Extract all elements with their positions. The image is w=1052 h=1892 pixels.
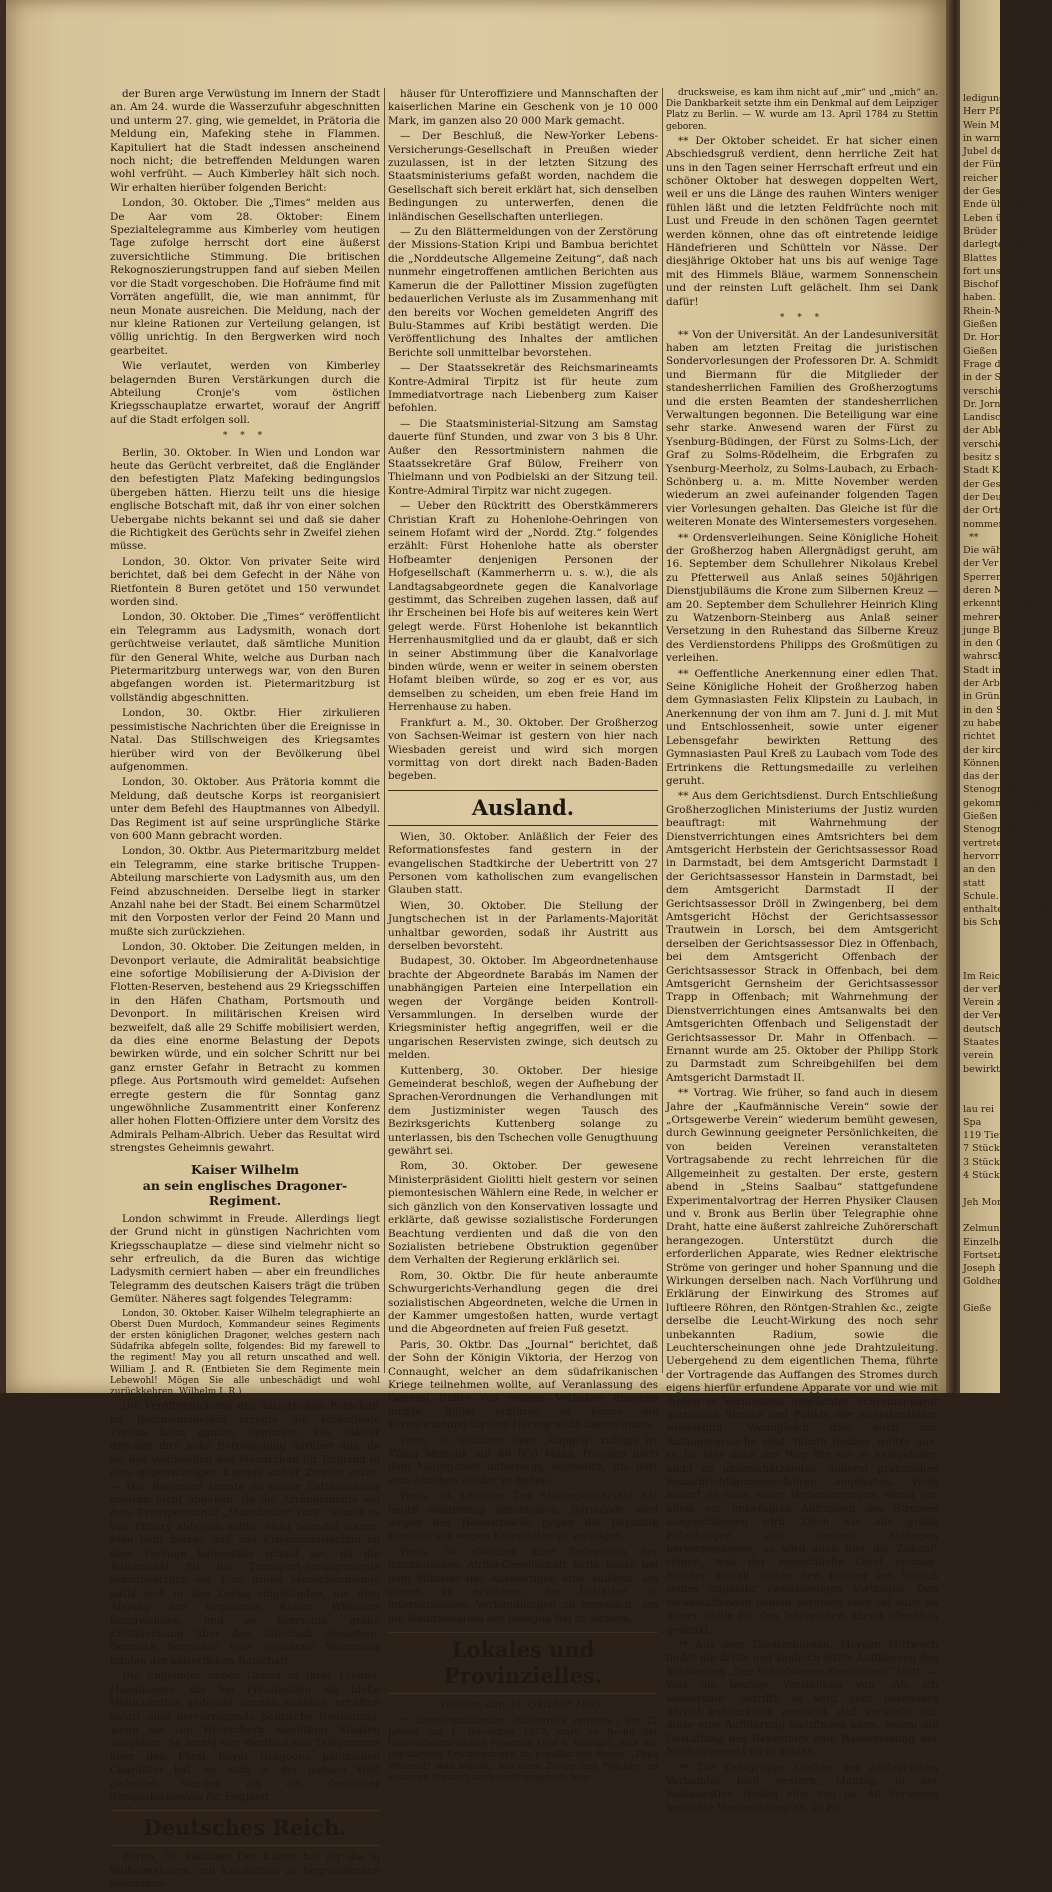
article-paragraph: Die Engländer haben Grund zu ihrer Freude. Handlungen, die bei Privatleuten als bloße Höflichkeiten gedeutet werden könnten, erhalten sofort eine hervorragende politische Bedeutung, wenn sie von Herrschern mächtiger Staaten ausgehen. So wenig der Wortlaut des Telegramms über den Fürst Royal Dragoons politischen Charakter hat, es wird in der ganzen Welt gedeutet werden als ein deutscher Sympathiebeweis für England.	[110, 1670, 380, 1803]
dateline: Gießen, den 31. Oktober 1899.	[441, 1699, 605, 1712]
article-paragraph: — Ueber den Rücktritt des Oberstkämmerers Christian Kraft zu Hohenlohe-Oehringen von seinem Hofamt wird der „Nordd. Ztg.“ folgendes erzählt: Fürst Hohenlohe hatte als oberster Hofbeamter denjenigen Personen der Hofgesellschaft (Kammerherrn u. s. w.), die als Landtagsabgeordnete gegen die Kanalvorlage gestimmt, das Schreiben zugehen lassen, daß auf ihr Erscheinen bei Hofe bis auf weiteres kein Wert gelegt werde. Fürst Hohenlohe ist bekanntlich Herrenhausmitglied und da er glaubt, daß er sich in seiner Abstimmung über die Kanalvorlage binden würde, wenn er weiter in seinem obersten Hofamt bleiben würde, so zog er es vor, aus demselben zu scheiden, um eben freie Hand im Herrenhause zu haben.	[388, 500, 658, 714]
article-paragraph: der Buren arge Verwüstung im Innern der Stadt an. Am 24. wurde die Wasserzufuhr abgeschnitten und unterm 27. ging, wie gemeldet, in Prätoria die Meldung ein, Mafeking stehe in Flammen. Kapituliert hat die Stadt indessen anscheinend noch nicht; die betreffenden Meldungen waren wohl verfrüht. — Auch Kimberley hält sich noch. Wir erhalten hierüber folgenden Bericht:	[110, 88, 380, 194]
article-paragraph: Rom, 30. Oktober. Der gewesene Ministerpräsident Giolitti hielt gestern vor seinen piemontesischen Wählern eine Rede, in welcher er sich gänzlich von den Konservativen lossagte und erklärte, daß gewisse sozialistische Forderungen Beachtung verdienten und daß die von den Sozialisten betriebene Obstruktion gegenüber dem Verhalten der Regierung erklärlich sei.	[388, 1160, 658, 1267]
section-subheading: an sein englisches Dragoner-Regiment.	[142, 1177, 348, 1208]
article-paragraph: Paris, 30. Oktbr. Das „Journal“ berichtet, daß der Sohn der Königin Viktoria, der Herzog von Connaught, welcher an dem südafrikanischen Kriege teilnehmen wollte, auf Veranlassung des General Buller von seinem Vorhaben absehen mußte. Buller erklärte, er könne die Verantwortung für den Herzog nicht übernehmen.	[388, 1338, 658, 1432]
section-heading: Ausland.	[388, 790, 658, 826]
telegram-quote: London, 30. Oktober. Kaiser Wilhelm telegraphierte an Oberst Duen Murdoch, Kommandeur seines Regiments der ersten königlichen Dragoner, welches gestern nach Südafrika abfegeln sollte, folgendes: Bid my farewell to the regiment! May you all return unscathed and well. William J. and R. (Entbieten Sie dem Regimente mein Lebewohl! Mögen Sie alle unbeschädigt und wohl zurückkehren. Wilhelm I. R.)	[110, 1308, 380, 1397]
section-heading: Deutsches Reich.	[110, 1810, 380, 1846]
article-paragraph: — Die Staatsministerial-Sitzung am Samstag dauerte fünf Stunden, und zwar von 3 bis 8 Uhr. Außer den Ressortministern nahmen die Staatssekretäre Graf Bülow, Freiherr von Thielmann und von Podbielski an der Sitzung teil. Kontre-Admiral Tirpitz war nicht zugegen.	[388, 417, 658, 497]
article-paragraph: Kuttenberg, 30. Oktober. Der hiesige Gemeinderat beschloß, wegen der Aufhebung der Sprachen-Verordnungen die Verhandlungen mit dem Justizminister wegen Tausch des Bezirksgerichts Kuttenberg solange zu unterlassen, bis den Tschechen volle Genugthuung gewährt sei.	[388, 1064, 658, 1158]
article-paragraph: Wien, 30. Oktober. Die Stellung der Jungtschechen ist in der Parlaments-Majorität unhaltbar geworden, sodaß ihr Austritt aus derselben bevorsteht.	[388, 899, 658, 952]
section-heading: Lokales und Provinzielles.	[388, 1632, 658, 1694]
article-paragraph: häuser für Unteroffiziere und Mannschaften der kaiserlichen Marine ein Geschenk von je 10 000 Mark, im ganzen also 20 000 Mark gemacht.	[388, 88, 658, 127]
article-paragraph: Frankfurt a. M., 30. Oktober. Der Großherzog von Sachsen-Weimar ist gestern von hier nach Wiesbaden gereist und wird sich morgen vormittag von dort direkt nach Baden-Baden begeben.	[388, 716, 658, 783]
article-paragraph: Berlin, 30. Oktober. In Wien und London war heute das Gerücht verbreitet, daß die Engländer den befestigten Platz Mafeking bedingungslos übergeben hätten. Hierzu teilt uns die hiesige englische Botschaft mit, daß ihr von einer solchen Uebergabe nichts bekannt sei und daß sie daher die Richtigkeit des Gerüchts sehr in Zweifel ziehen müsse.	[110, 446, 380, 553]
section-separator: * * *	[222, 431, 268, 442]
article-paragraph: ** Oeffentliche Anerkennung einer edlen That. Seine Königliche Hoheit der Großherzog haben dem Gymnasiasten Felix Klipstein zu Laubach, in Anerkennung der von ihm am 7. Juni d. J. mit Mut und Entschlossenheit, sowie unter eigener Lebensgefahr bewirkten Rettung des Gymnasiasten Paul Kreß zu Laubach vom Tode des Ertrinkens die Rettungsmedaille zu verleihen geruht.	[666, 667, 938, 787]
article-paragraph: Budapest, 30. Oktober. Im Abgeordnetenhause brachte der Abgeordnete Barabás im Namen der unabhängigen Parteien eine Interpellation ein wegen der Vorgänge beiden Kontroll-Versammlungen. In derselben wurde der Kriegsminister heftig angegriffen, weil er die ungarischen Reservisten zwinge, sich deutsch zu melden.	[388, 955, 658, 1062]
column-divider	[384, 88, 385, 1373]
article-paragraph: London, 30. Oktober. Die „Times“ veröffentlicht ein Telegramm aus Ladysmith, wonach dort gerüchtweise verlautet, daß sämtliche Munition für den General White, welche aus Durban nach Pietermaritzburg unterwegs war, von den Buren abgefangen worden ist. Pietermaritzburg ist vollständig abgeschnitten.	[110, 611, 380, 704]
article-paragraph: London, 30. Oktober. Die „Times“ melden aus De Aar vom 28. Oktober: Einem Spezialtelegramme aus Kimberley vom heutigen Tage zufolge herrscht dort eine äußerst zuversichtliche Stimmung. Die britischen Rekognoszierungstruppen fand auf sieben Meilen vor die Stadt vorgeschoben. Die Hofräume find mit Vorräten angefüllt, die, wie man annimmt, für neun Monate ausreichen. Die Meldung, nach der nur kleine Rationen zur Verteilung gelangen, ist völlig unrichtig. In den Bergwerken wird noch gearbeitet.	[110, 197, 380, 357]
article-paragraph: Paris, 30. Oktober. Eine Delegation der französischen Afrika-Gesellschaft hatte heute bei dem Minister des Auswärtigen eine Audienz, um diesen zu ersuchen, die Initiative zu internationalen Verhandlungen zu ergreifen, um die Neutralisation der Delagoa-Bai zu sichern.	[388, 1545, 658, 1625]
article-paragraph: ** Der Oktober scheidet. Er hat sicher einen Abschiedsgruß verdient, denn herrliche Zeit hat uns in den Tagen seiner Herrschaft erfreut und ein schöner Oktober hat deswegen doppelten Wert, weil er uns die Länge des rauhen Winters weniger fühlen läßt und die letzten Feldfrüchte noch mit Lust und Freude in den schönen Tagen geerntet werden können, ohne das oft eintretende leidige Händefrieren und Schütteln vor Nässe. Der diesjährige Oktober hat uns bis auf wenige Tage mit des Himmels Bläue, warmem Sonnenschein und der reinsten Luft gelächelt. Ihm sei Dank dafür!	[666, 134, 938, 308]
article-paragraph: Rom, 30. Oktbr. Die für heute anberaumte Schwurgerichts-Verhandlung gegen die drei sozialistischen Abgeordneten, welche die Urnen in der Kammer umgestoßen hatten, wurde vertagt und die Abgeordneten auf freien Fuß gesetzt.	[388, 1269, 658, 1336]
article-paragraph: drucksweise, es kam ihm nicht auf „mir“ und „mich“ an. Die Dankbarkeit setzte ihm ein Denkmal auf dem Leipziger Platz zu Berlin. — W. wurde am 13. April 1784 zu Stettin geboren.	[666, 88, 938, 132]
column-3	[666, 88, 938, 1814]
article-paragraph: London, 30. Oktober. Die Zeitungen melden, in Devonport verlaute, die Admiralität beabsichtige eine sofortige Mobilisierung der A-Division der Flotten-Reserven, bestehend aus 29 Kriegsschiffen in den Häfen Chatham, Portsmouth und Devonport. In militärischen Kreisen wird bezweifelt, daß alle 29 Schiffe mobilisiert werden, da dies eine enorme Belastung der Depots bewirken würde, und ein solcher Schritt nur bei ganz ernster Gefahr in Betracht zu kommen pflege. Aus Portsmouth wird gemeldet: Aufsehen erregte gestern die für Sonntag ganz ungewöhnliche Zusammentritt einer Konferenz aller hohen Flotten-Offiziere unter dem Vorsitz des Admirals Pelham-Albrich. Ueber das Resultat wird strengstes Geheimnis gewahrt.	[110, 941, 380, 1155]
column-2	[388, 88, 658, 1783]
section-heading: Kaiser Wilhelm	[191, 1161, 299, 1177]
article-paragraph: ** Von der Universität. An der Landesuniversität haben am letzten Freitag die juristischen Sondervorlesungen der Professoren Dr. A. Schmidt und Biermann für die Mitglieder der standesherrlichen Familien des Großherzogtums und die ersten Beamten der standesherrlichen Verwaltungen begonnen. Die Beteiligung war eine sehr starke. Anwesend waren der Fürst zu Ysenburg-Büdingen, der Fürst zu Solms-Lich, der Graf zu Solms-Rödelheim, die Erbgrafen zu Ysenburg-Meerholz, zu Solms-Laubach, zu Erbach-Schönberg u. a. m. Mitte November werden wiederum an zwei aufeinander folgenden Tagen vier Vorlesungen gehalten. Das Gleiche ist für die weiteren Monate des Wintersemesters vorgesehen.	[666, 328, 938, 529]
article-paragraph: ** Aus dem Theaterbureau. Morgen Mittwoch findet die dritte und zugleich letzte Aufführung des Schwankes „Der Schlafwagen-Kontrolleur“ statt. — Was die heutige Vorstellung von „Als ich wiederkam“ betrifft, so wird ganz besonders darauf aufmerksam gemacht, daß vorläufig nur diese eine Aufführung stattfinden kann, indem die Gestaltung des Repertoirs eine Wiederholung der Novität vorerst nicht zuläßt.	[666, 1638, 938, 1759]
column-1	[110, 88, 380, 1891]
book-binding	[946, 0, 960, 1393]
article-paragraph: ** Die Ortsgruppe Gießen des Alldeutschen Verbandes hielt gestern, Montag, in der Restauration Weidig eine von ca. 40 Personen besuchte Versammlung ab. In Er-	[666, 1761, 938, 1814]
article-paragraph: London, 30. Oktbr. Aus Pietermaritzburg meldet ein Telegramm, eine starke britische Truppen-Abteilung marschierte von Ladysmith aus, um den Feind abzuschneiden. Derselbe liegt in starker Anzahl nahe bei der Stadt. Bei einem Scharmützel mit den Vorposten verlor der Feind 20 Mann und mußte sich zurückziehen.	[110, 845, 380, 938]
article-paragraph: ** Ordensverleihungen. Seine Königliche Hoheit der Großherzog haben Allergnädigst geruht, am 16. September dem Schullehrer Nikolaus Krebel zu Pfetterweil aus Anlaß seines 50jährigen Dienstjubiläums die Krone zum Silbernen Kreuz — am 20. September dem Schullehrer Heinrich Kling zu Watzenborn-Steinberg aus Anlaß seiner Versetzung in den Ruhestand das Silberne Kreuz des Verdienstordens Philipps des Großmütigen zu verleihen.	[666, 531, 938, 665]
article-paragraph: Berlin, 30. Oktober. Der Kaiser hat für die in Wilhelmshaven und Kiautschou zu begründenden Seemanns-	[110, 1851, 380, 1891]
article-paragraph: ** Geschichtskalender. (Nachdruck verboten.) Vor 22 Jahren, am 1. November 1877, starb zu Berlin der Generalfeldmarschall Friedrich Graf v. Wrangel, eine der populärsten Erscheinungen im preußischen Heere. „Papa Wrangel“ war beliebt, wie einst Zieten und Blücher; an letzteren erinnert auch seine originelle Aus-	[388, 1716, 658, 1783]
article-paragraph: — Der Staatssekretär des Reichsmarineamts Kontre-Admiral Tirpitz ist für heute zum Immediatvortrage nach Liebenberg zum Kaiser befohlen.	[388, 362, 658, 415]
adjacent-page-text: ledigung der Herr Pfarrer Wein Mainz in warmen Jubel der der Fünfzig reicher Deutsch der Geschich Ende über die Leben über die Brüder zu darlegte, daß Blattes zu fort unser Bischof dem haben. Die Rhein-Main Gießen durch Dr. Horn und Gießen soll Frage der in der Sitz verschieden Dr. Jorn und Landischen der Ablehnung verschieden besitz sei es Stadt Kasselmann der Gesetz der Deutsche der Ortsgruppe nommen. ** Die während der Ver Sperren des deren Mitglie erkenntlich, den mehrere junge Besitzer in den Ort wahrscheinlich Stadt in Hausa der Arbeit in Grünberg in den Statt zu haben richtet der kirchlichen Können, verlau das der den Stenograph gekommen, und Gießen und Stenograph vertreten hervorragende an den statt Schule. Ein enthaltene Stunde bis Schule Im Reichs der verhan Verein zu der Verein deutschen Staates verein bewirkt lau rei Spa 119 Tiefstr 7 Stück 3 Stück 4 Stück Jeh Monatung Zelmund Einzelheiten Fortsetzung Joseph Hol Goldhenner Gieße	[963, 93, 1052, 1315]
article-paragraph: Wie verlautet, werden von Kimberley belagernden Buren Verstärkungen durch die Abteilung Cronje's vom östlichen Kriegsschauplatze erwartet, worauf der Angriff auf die Stadt erfolgen soll.	[110, 360, 380, 426]
article-paragraph: Paris, 30. Oktober. Der Staatsgerichtshof hat heute einstimmig beschlossen, Déroulède wird wegen des Handstreichs gegen die Republik sondern nur wegen Komplottes zu verfolgen.	[388, 1490, 658, 1543]
section-separator: * * *	[779, 313, 825, 324]
article-paragraph: — Der Beschluß, die New-Yorker Lebens-Versicherungs-Gesellschaft in Preußen wieder zuzulassen, ist in der letzten Sitzung des Staatsministeriums gefaßt worden, nachdem die Gesellschaft sich bereit erklärt hat, sich denselben Bedingungen zu unterwerfen, denen die inländischen Gesellschaften unterliegen.	[388, 130, 658, 223]
article-paragraph: ** Vortrag. Wie früher, so fand auch in diesem Jahre der „Kaufmännische Verein“ sowie der „Ortsgewerbe Verein“ wiederum bemüht gewesen, durch Gewinnung geeigneter Persönlichkeiten, die von beiden Vereinen veranstalteten Vortragsabende zu recht lehrreichen für die Allgemeinheit zu gestalten. Der erste, gestern abend in „Steins Saalbau“ stattgefundene Experimentalvortrag der Herren Physiker Clausen und v. Bronk aus Berlin über Telegraphie ohne Draht, hatte eine äußerst zahlreiche Zuhörerschaft herangezogen. Unterstützt durch die erforderlichen Apparate, wies Redner elektrische Ströme von geringer und hoher Spannung und die Wirkungen derselben nach. Nach Vorführung und Erklärung der Einwirkung des Stromes auf luftleere Röhren, den Röntgen-Strahlen &c., zeigte derselbe die Leucht-Wirkung des noch sehr unbekannten Radium, sowie die Leuchterscheinungen ohne jede Drahtzuleitung. Uebergehend zu dem eigentlichen Thema, führte der Vortragende das Auffangen des Stromes durch eigens hierfür erfundene Apparate vor und wie mit diesen in Verbindung gebrachter Schreibapparat getreulich Striche und Punkte der Aufgabestation wiedergibt. Wenngleich dies auch nur Anfangsversuche sind, führte Redner weiter aus, so ist hier doch der Weg für ein in Kriegsfällen nicht zu unterschätzendes, äußerst praktisches Benachrichtigungsverfahren angebahnt. Wohl bedarf es noch vieler Verbesserungen, damit vor allem ein unbefugtes Auffangen des Stromes ausgeschlossen wird. Doch wie alle große Erfindungen aus kleinen Anfängen hervorgegangen, so wird auch hier die Zukunft zeigen, was der menschliche Geist vermag. Reicher Beifall lohnte den Redner am Schluß seines ungefähr zweistündigen Vortrages. Den veranstaltenden beiden Vereinen aber sei auch an dieser Stelle für den lehrreichen Abend öffentlich gedankt.	[666, 1087, 938, 1636]
article-paragraph: — Zu den Blättermeldungen von der Zerstörung der Missions-Station Kripi und Bambua berichtet die „Norddeutsche Allgemeine Zeitung“, daß nach nunmehr eingetroffenen amtlichen Berichten aus Kamerun die der Pallottiner Mission zugefügten bedauerlichen Verluste als im Zusammenhang mit den bereits vor Wochen gemeldeten Angriff des Bulu-Stammes auf Kribi bestätigt werden. Die Veröffentlichung des Inhaltes der amtlichen Berichte soll unmittelbar bevorstehen.	[388, 226, 658, 359]
article-paragraph: London, 30. Oktober. Aus Prätoria kommt die Meldung, daß deutsche Korps ist reorganisiert unter dem Befehl des Hauptmannes von Albedyll. Das Regiment ist auf seine ursprüngliche Stärke von 600 Mann gebracht worden.	[110, 776, 380, 842]
article-paragraph: Wien, 30. Oktober. Anläßlich der Feier des Reformationsfestes fand gestern in der evangelischen Stadtkirche der Uebertritt von 27 Personen vom katholischen zum evangelischen Glauben statt.	[388, 830, 658, 897]
article-paragraph: Paris, 30. Oktober. Dem „Rappell“ zufolge ist König Menelik mit 40 000 Mann Truppen nach dem Nigergebiet unterwegs, angeblich, um dort sein Ansehen wieder zu heben.	[388, 1434, 658, 1487]
article-paragraph: London, 30. Oktbr. Hier zirkulieren pessimistische Nachrichten über die Ereignisse in Natal. Das Stillschweigen des Kriegsamtes hierüber wird von der Bevölkerung übel aufgenommen.	[110, 707, 380, 773]
adjacent-page-edge	[960, 0, 1052, 1393]
article-paragraph: ** Aus dem Gerichtsdienst. Durch Entschließung Großherzoglichen Ministeriums der Justiz wurden beauftragt: mit Wahrnehmung der Dienstverrichtungen eines Amtsrichters bei dem Amtsgericht Herbstein der Gerichtsassessor Road in Darmstadt, bei dem Amtsgericht Darmstadt I der Gerichtsassessor Hanstein in Darmstadt, bei dem Amtsgericht Darmstadt II der Gerichtsassessor Dröll in Zwingenberg, bei dem Amtsgericht Höchst der Gerichtsassessor Trautwein in Lorsch, bei dem Amtsgericht derselben der Gerichtsassessor Diez in Offenbach, bei dem Amtsgericht Offenbach der Gerichtsassessor Strack in Offenbach, bei dem Amtsgericht Gernsheim der Gerichtsassessor Trapp in Offenbach; mit Wahrnehmung der Dienstverrichtungen eines Amtsanwalts bei den Amtsgerichten Offenbach und Seligenstadt der Gerichtsassessor Dr. Mahr in Offenbach. — Ernannt wurde am 25. Oktober der Philipp Stork zu Darmstadt zum Schreibgehilfen bei dem Amtsgericht Darmstadt II.	[666, 790, 938, 1084]
article-paragraph: Die Veröffentlichung des kaiserlichen Botschaft im Regimentsbefehl erregte die lebhafteste Freude beim ganzen Regiment. Die Blätter drücken ihre hohe Befriedigung darüber aus, da sie das Wohlwollen des Monarchen für England in dem gegenwärtigen Kampfe außer Zweifel setze. — Das Regiment konnte zu seiner Enttäuschung gestern nicht abgehen, da die Arrangements auf dem Transportschiff „Manchester Port“, womit es von Tilbury abfegeln sollte, nicht beendet waren. Man hebt hervor, daß das Kriegsministerium an dem Verzuge keinesfalls schuld sei, da die Admiralität für die Transport-Arrangements verantwortlich sei. Eine große Menschenmenge hatte sich in den Docks eingefunden, um dem Abgang des Regiments Kaiser Wilhelms beizuwohnen, und es herrschte große Enttäuschung über den Aufschub desselben. Dennoch herrschte eine gehobene Stimmung infolge der kaiserlichen Botschaft.	[110, 1400, 380, 1667]
article-paragraph: London schwimmt in Freude. Allerdings liegt der Grund nicht in günstigen Nachrichten vom Kriegsschauplatze — diese sind vielmehr nicht so sehr erfreulich, da die Buren das wichtige Ladysmith cerniert haben — aber ein freundliches Telegramm des deutschen Kaisers trägt die trüben Gemüter. Näheres sagt folgendes Telegramm:	[110, 1212, 380, 1306]
column-divider	[662, 88, 663, 1373]
article-paragraph: London, 30. Oktor. Von privater Seite wird berichtet, daß bei dem Gefecht in der Nähe von Rietfontein 8 Buren getötet und 150 verwundet worden sind.	[110, 555, 380, 609]
